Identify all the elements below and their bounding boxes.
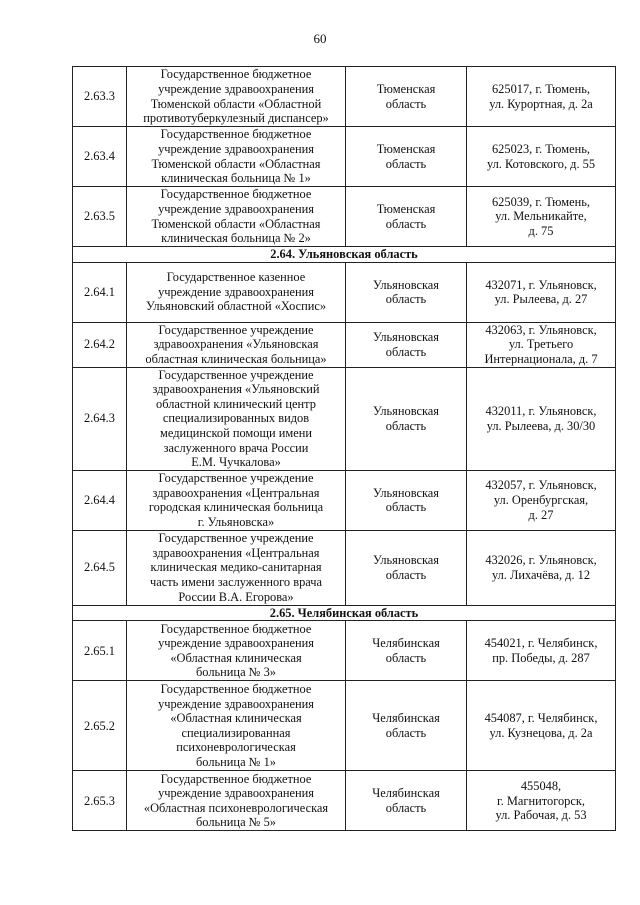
institution-name-line: клиническая медико-санитарная [150, 560, 322, 575]
region-line: Ульяновская [372, 277, 440, 292]
region-line: Ульяновская [372, 404, 440, 419]
region [346, 262, 467, 322]
institution-name [127, 367, 346, 470]
address-line: г. Магнитогорск, [497, 793, 585, 808]
institution-name [127, 67, 346, 127]
institution-name-line: Государственное учреждение [158, 531, 314, 546]
section-header-row [73, 247, 616, 263]
address-line: д. 75 [528, 223, 554, 238]
institution-name-line: учреждение здравоохранения [158, 786, 314, 801]
table-row [73, 530, 616, 605]
region-line: область [385, 292, 427, 307]
institution-name-line: больница № 3» [196, 665, 276, 680]
row-number: 2.63.5 [73, 187, 127, 247]
row-number: 2.65.2 [73, 681, 127, 771]
institution-name-line: психоневрологическая [176, 740, 296, 755]
address-line: д. 27 [528, 507, 554, 522]
address-line: 454087, г. Челябинск, [484, 711, 598, 726]
region-line: Ульяновская [372, 485, 440, 500]
institution-name-line: больница № 5» [196, 815, 276, 830]
table-row [73, 262, 616, 322]
region-line: область [385, 418, 427, 433]
institution-name-line: г. Ульяновска» [197, 514, 275, 529]
address [467, 187, 616, 247]
address-line: ул. Курортная, д. 2а [489, 96, 593, 111]
table-row [73, 322, 616, 367]
institution-name-line: «Областная клиническая [170, 711, 302, 726]
page-number: 60 [313, 31, 327, 46]
region-line: Челябинская [372, 636, 440, 651]
region [346, 771, 467, 831]
institution-name-line: Государственное учреждение [158, 367, 314, 382]
region-line: Тюменская [376, 201, 436, 216]
institution-name [127, 470, 346, 530]
region-line: область [385, 567, 427, 582]
institution-name [127, 621, 346, 681]
address-line: ул. Рылеева, д. 30/30 [486, 418, 596, 433]
institution-name-line: специализированная [181, 725, 291, 740]
section-title: 2.65. Челябинская область [73, 605, 616, 621]
region-line: Челябинская [372, 786, 440, 801]
row-number: 2.64.1 [73, 262, 127, 322]
region-line: Ульяновская [372, 330, 440, 344]
institution-name-line: Тюменской области «Областной [150, 96, 322, 111]
table-row [73, 127, 616, 187]
address-line: 455048, [520, 778, 562, 793]
region-line: область [385, 650, 427, 665]
region [346, 681, 467, 771]
region-line: область [385, 156, 427, 171]
institution-name-line: учреждение здравоохранения [158, 636, 314, 651]
institution-name-line: областная клиническая больница» [145, 351, 327, 366]
address-line: 432057, г. Ульяновск, [485, 478, 597, 493]
region [346, 367, 467, 470]
institution-name-line: заслуженного врача России [163, 440, 309, 455]
institution-name-line: клиническая больница № 2» [161, 231, 311, 246]
institutions-table [72, 66, 616, 831]
institution-name-line: медицинской помощи имени [160, 425, 312, 440]
institution-name [127, 262, 346, 322]
address-line: ул. Лихачёва, д. 12 [491, 567, 591, 582]
address-line: 625017, г. Тюмень, [491, 81, 590, 96]
address-line: ул. Кузнецова, д. 2а [489, 725, 593, 740]
institution-name [127, 530, 346, 605]
row-number: 2.64.4 [73, 470, 127, 530]
institution-name-line: Государственное учреждение [158, 322, 314, 337]
section-title: 2.64. Ульяновская область [73, 247, 616, 263]
region-line: область [385, 800, 427, 815]
row-number: 2.63.4 [73, 127, 127, 187]
address-line: ул. Котовского, д. 55 [486, 156, 596, 171]
address-line: 432071, г. Ульяновск, [485, 277, 597, 292]
region-line: область [385, 216, 427, 231]
institution-name-line: Государственное казенное [166, 270, 306, 285]
region-line: Ульяновская [372, 553, 440, 568]
institution-name-line: часть имени заслуженного врача [149, 575, 323, 590]
region [346, 67, 467, 127]
institution-name-line: областной клинический центр [156, 396, 316, 411]
institution-name-line: Ульяновский областной «Хоспис» [145, 299, 327, 314]
institution-name-line: Е.М. Чучкалова» [191, 455, 281, 470]
institution-name-line: здравоохранения «Центральная [152, 485, 320, 500]
region-line: Тюменская [376, 141, 436, 156]
region [346, 470, 467, 530]
institution-name-line: Государственное бюджетное [160, 621, 312, 636]
institution-name-line: Тюменской области «Областная [151, 216, 321, 231]
institution-name [127, 187, 346, 247]
address-line: ул. Мельникайте, [495, 209, 587, 224]
address [467, 621, 616, 681]
institution-name [127, 322, 346, 367]
region [346, 127, 467, 187]
institution-name-line: «Областная клиническая [170, 650, 302, 665]
institution-name-line: противотуберкулезный диспансер» [143, 111, 329, 126]
address [467, 127, 616, 187]
region-line: область [385, 344, 427, 359]
table-row [73, 621, 616, 681]
table-row [73, 470, 616, 530]
region [346, 621, 467, 681]
address-line: 625023, г. Тюмень, [491, 141, 590, 156]
institution-name-line: Государственное учреждение [158, 471, 314, 486]
section-header-row [73, 605, 616, 621]
institution-name [127, 771, 346, 831]
institution-name-line: больница № 1» [196, 755, 276, 770]
address [467, 771, 616, 831]
institution-name-line: учреждение здравоохранения [158, 81, 314, 96]
table-body [73, 67, 616, 831]
institution-name-line: учреждение здравоохранения [158, 201, 314, 216]
institution-name-line: Государственное бюджетное [160, 127, 312, 142]
institution-name-line: Государственное бюджетное [160, 67, 312, 82]
address-line: пр. Победы, д. 287 [492, 650, 590, 665]
region-line: область [385, 500, 427, 515]
institution-name-line: клиническая больница № 1» [161, 171, 311, 186]
address-line: Интернационала, д. 7 [484, 351, 598, 366]
region-line: Челябинская [372, 711, 440, 726]
address [467, 322, 616, 367]
row-number: 2.64.2 [73, 322, 127, 367]
institution-name-line: учреждение здравоохранения [158, 284, 314, 299]
address [467, 67, 616, 127]
address-line: 432063, г. Ульяновск, [485, 322, 597, 337]
row-number: 2.63.3 [73, 67, 127, 127]
institution-name-line: учреждение здравоохранения [158, 696, 314, 711]
region [346, 530, 467, 605]
institution-name-line: Государственное бюджетное [160, 682, 312, 697]
institution-name-line: специализированных видов [162, 411, 310, 426]
institution-name [127, 127, 346, 187]
region-line: область [385, 96, 427, 111]
institution-name-line: здравоохранения «Центральная [152, 545, 320, 560]
institution-name-line: здравоохранения «Ульяновский [152, 382, 320, 397]
table-row [73, 367, 616, 470]
region [346, 322, 467, 367]
row-number: 2.65.1 [73, 621, 127, 681]
institution-name-line: Государственное бюджетное [160, 771, 312, 786]
address [467, 470, 616, 530]
row-number: 2.64.3 [73, 367, 127, 470]
institution-name-line: здравоохранения «Ульяновская [153, 337, 319, 352]
institution-name-line: городская клиническая больница [148, 500, 324, 515]
table-row [73, 187, 616, 247]
institution-name-line: «Областная психоневрологическая [143, 800, 329, 815]
row-number: 2.64.5 [73, 530, 127, 605]
institution-name-line: учреждение здравоохранения [158, 141, 314, 156]
address-line: ул. Рылеева, д. 27 [494, 292, 588, 307]
address-line: 432011, г. Ульяновск, [485, 404, 597, 419]
region-line: Тюменская [376, 81, 436, 96]
address-line: ул. Третьего [508, 337, 574, 352]
address [467, 681, 616, 771]
address-line: 454021, г. Челябинск, [484, 636, 598, 651]
table-row [73, 681, 616, 771]
address [467, 262, 616, 322]
address-line: 432026, г. Ульяновск, [485, 553, 597, 568]
region [346, 187, 467, 247]
institution-name-line: России В.А. Егорова» [178, 589, 294, 604]
row-number: 2.65.3 [73, 771, 127, 831]
table-row [73, 771, 616, 831]
address-line: ул. Оренбургская, [493, 492, 589, 507]
institution-name-line: Тюменской области «Областная [151, 156, 321, 171]
address [467, 530, 616, 605]
institution-name [127, 681, 346, 771]
table-row [73, 67, 616, 127]
region-line: область [385, 725, 427, 740]
address-line: 625039, г. Тюмень, [491, 194, 590, 209]
address [467, 367, 616, 470]
address-line: ул. Рабочая, д. 53 [495, 808, 587, 823]
institution-name-line: Государственное бюджетное [160, 187, 312, 202]
